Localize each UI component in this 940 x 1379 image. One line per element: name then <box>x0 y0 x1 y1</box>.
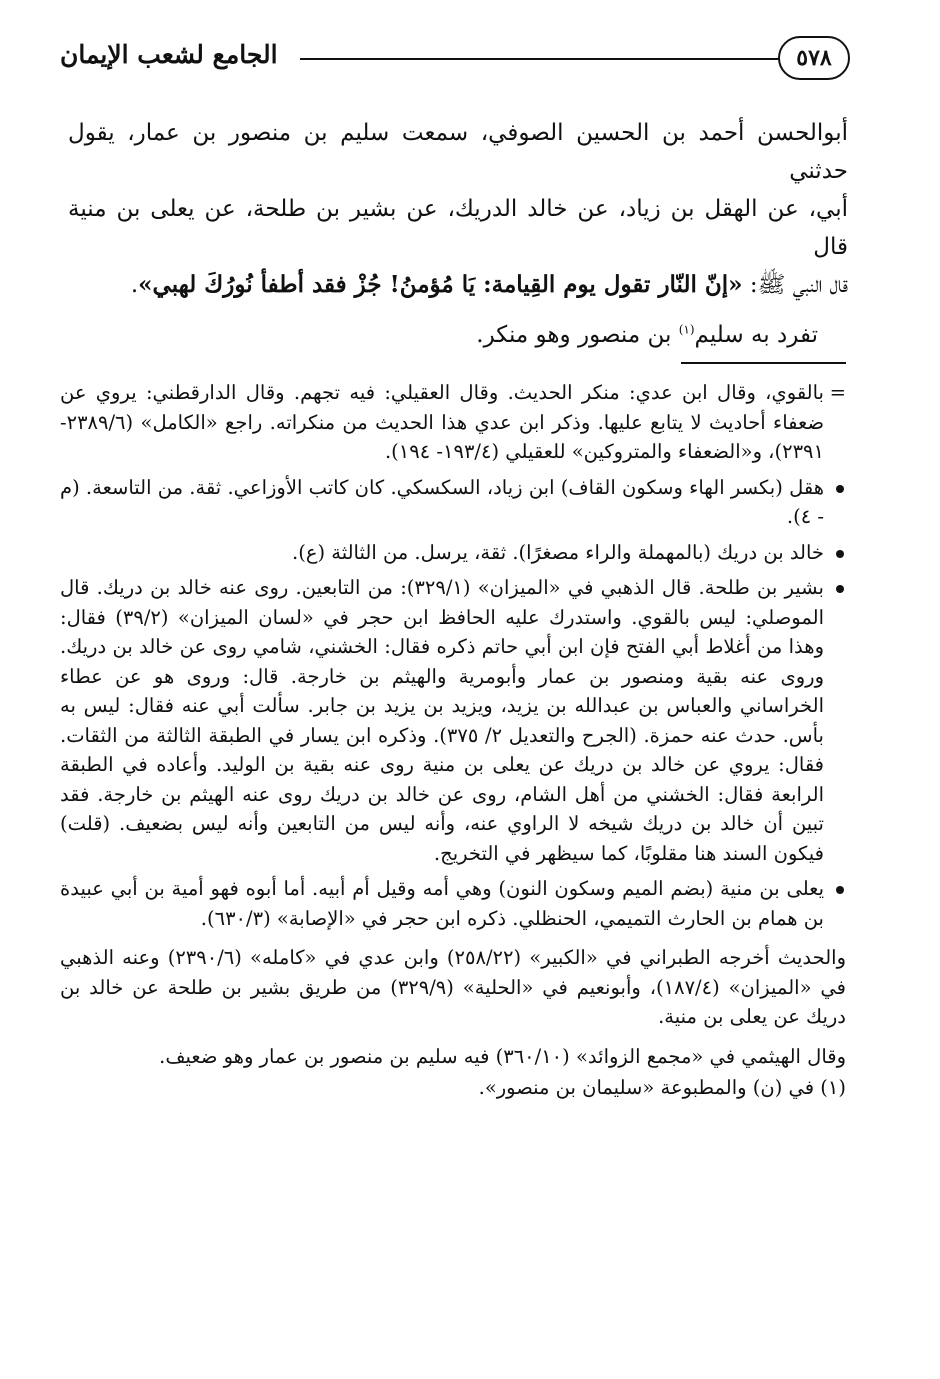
hadith-text: «إنّ النّار تقول يوم القِيامة: يَا مُؤمنُ! جُزْ فقد أطفأ نُورُكَ لهبي» <box>138 271 743 298</box>
running-title: الجامع لشعب الإيمان <box>60 40 278 69</box>
continuation-marker: = <box>829 381 846 404</box>
remark-part: تفرد به سليم <box>694 322 818 348</box>
note-text: بشير بن طلحة. قال الذهبي في «الميزان» (٣٢٩/١): من التابعين. روى عنه خالد بن دريك. قال الموصلي: ليس بالقوي. واستدرك عليه الحافظ ابن حجر في «لسان الميزان» (٣٩/٢) فقال: وهذا من أغلاط أبي الفتح فإن ابن أبي حاتم ذكره فقال: الخشني، شامي روى عن خالد بن دريك. وروى عنه بقية ومنصور بن عمار وأبومرية والهيثم بن خارجة. قال: وروى هو عن عطاء الخراساني والعباس بن عبدالله بن يزيد، ويزيد بن يزيد بن جابر. سألت أبي عنه فقال: ليس به بأس. حدث عنه حمزة. (الجرح والتعديل ٢/ ٣٧٥). وذكره ابن يسار في الطبقة الثالثة من الثقات. فقال: يروي عن خالد بن دريك عن يعلى بن منية روى عنه بقية بن الوليد. وأعاده في الطبقة الرابعة فقال: الخشني من أهل الشام، روى عن خالد بن دريك روى عنه الهيثم بن خارجة. فقد تبين أن خالد بن دريك شيخه لا الراوي عنه، وأنه ليس من التابعين وأنه ليس بضعيف. (قلت) فيكون السند هنا مقلوبًا، كما سيظهر في التخريج. <box>60 576 824 865</box>
bullet-icon <box>836 886 844 894</box>
note-text: يعلى بن منية (بضم الميم وسكون النون) وهي أمه وقيل أم أبيه. أما أبوه فهو أمية بن أبي عبيدة بن همام بن الحارث التميمي، الحنظلي. ذكره ابن حجر في «الإصابة» (٦٣٠/٣). <box>60 877 824 930</box>
haythami-paragraph: وقال الهيثمي في «مجمع الزوائد» (٣٦٠/١٠) فيه سليم بن منصور بن عمار وهو ضعيف. <box>159 1044 846 1068</box>
narrator-note <box>60 874 846 933</box>
main-line: أبي، عن الهقل بن زياد، عن خالد الدريك، عن بشير بن طلحة، عن يعلى بن منية قال <box>68 196 848 260</box>
narrator-note <box>60 573 846 868</box>
remark-part: بن منصور وهو منكر. <box>476 322 679 348</box>
footnote-separator <box>681 362 846 364</box>
bullet-icon <box>836 550 844 558</box>
page-header <box>60 32 850 88</box>
page-number: ٥٧٨ <box>778 36 850 80</box>
note-text: هقل (بكسر الهاء وسكون القاف) ابن زياد، السكسكي. كان كاتب الأوزاعي. ثقة. من التاسعة. (م - ٤). <box>60 475 824 528</box>
note-text: خالد بن دريك (بالمهملة والراء مصغرًا). ثقة، يرسل. من الثالثة (ع). <box>292 540 824 564</box>
main-text <box>68 114 848 354</box>
footnote-continuation <box>60 378 846 467</box>
main-line: أبوالحسن أحمد بن الحسين الصوفي، سمعت سليم بن منصور بن عمار، يقول حدثني <box>68 120 848 184</box>
narration-remark <box>68 316 848 354</box>
header-rule <box>300 58 780 60</box>
bullet-icon <box>836 485 844 493</box>
footnote-ref-1: (١) <box>678 322 695 337</box>
main-line-prefix: قال النبي ﷺ: <box>742 272 848 298</box>
footnote-1: (١) في (ن) والمطبوعة «سليمان بن منصور». <box>478 1076 846 1099</box>
takhrij-paragraph: والحديث أخرجه الطبراني في «الكبير» (٢٥٨/٢٢) وابن عدي في «كامله» (٢٣٩٠/٦) وعنه الذهبي في «الميزان» (١٨٧/٤)، وأبونعيم في «الحلية» (٣٢٩/٩) من طريق بشير بن طلحة عن خالد بن دريك عن يعلى بن منية. <box>60 946 846 1028</box>
main-line-suffix: . <box>130 272 139 298</box>
main-line <box>68 266 848 304</box>
continuation-text: بالقوي، وقال ابن عدي: منكر الحديث. وقال العقيلي: فيه تجهم. وقال الدارقطني: يروي عن ضعفاء أحاديث لا يتابع عليها. وذكر ابن عدي هذا الحديث من منكراته. راجع «الكامل» (٢٣٨٩/٦- ٢٣٩١)، و«الضعفاء والمتروكين» للعقيلي (١٩٣/٤- ١٩٤). <box>60 381 824 463</box>
bullet-icon <box>836 585 844 593</box>
footnotes <box>60 378 846 1103</box>
narrator-note <box>60 473 846 532</box>
narrator-note <box>60 538 846 568</box>
